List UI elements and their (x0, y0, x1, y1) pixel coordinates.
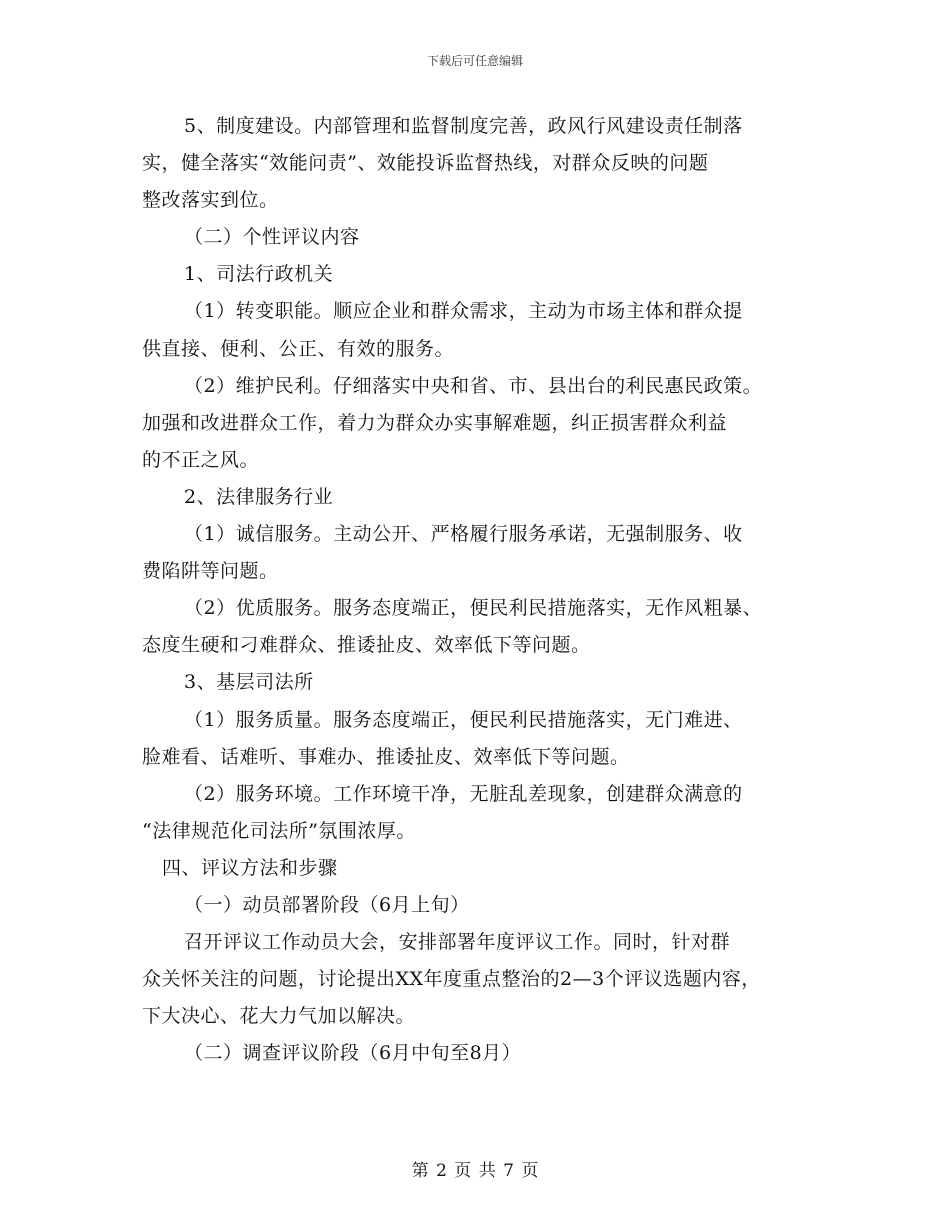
text-line: 四、评议方法和步骤 (162, 856, 338, 879)
text-line: 下大决心、花大力气加以解决。 (142, 1005, 416, 1028)
text-line: 3、基层司法所 (184, 671, 314, 694)
text-line: “法律规范化司法所”氛围浓厚。 (142, 819, 416, 842)
page-header: 下载后可任意编辑 (426, 54, 523, 68)
text-line: 5、制度建设。内部管理和监督制度完善，政风行风建设责任制落 (184, 115, 743, 137)
document-body (142, 108, 832, 1072)
text-line: （1）诚信服务。主动公开、严格履行服务承诺，无强制服务、收 (184, 523, 743, 546)
text-line: 的不正之风。 (142, 448, 260, 471)
text-line: 1、司法行政机关 (184, 263, 334, 286)
text-line: （二）调查评议阶段（6月中旬至8月） (184, 1042, 522, 1065)
text-line: 整改落实到位。 (142, 189, 279, 212)
text-line: 费陷阱等问题。 (142, 560, 279, 583)
text-line: （2）服务环境。工作环境干净，无脏乱差现象，创建群众满意的 (184, 782, 743, 805)
text-line: 2、法律服务行业 (184, 485, 334, 508)
text-line: 加强和改进群众工作，着力为群众办实事解难题，纠正损害群众利益 (142, 411, 728, 434)
text-line: 供直接、便利、公正、有效的服务。 (142, 337, 455, 360)
text-line: 态度生硬和刁难群众、推诿扯皮、效率低下等问题。 (142, 634, 591, 657)
text-line: （2）维护民利。仔细落实中央和省、市、县出台的利民惠民政策。 (184, 374, 763, 397)
text-line: （1）转变职能。顺应企业和群众需求，主动为市场主体和群众提 (184, 300, 743, 323)
text-line: 实，健全落实“效能问责”、效能投诉监督热线，对群众反映的问题 (142, 152, 709, 175)
text-line: （二）个性评议内容 (184, 226, 360, 249)
text-line: （1）服务质量。服务态度端正，便民利民措施落实，无门难进、 (184, 708, 743, 731)
text-line: （一）动员部署阶段（6月上旬） (184, 893, 470, 916)
text-line: 召开评议工作动员大会，安排部署年度评议工作。同时，针对群 (184, 931, 731, 954)
text-line: 脸难看、话难听、事难办、推诿扯皮、效率低下等问题。 (142, 745, 630, 768)
text-line: 众关怀关注的问题，讨论提出XX年度重点整治的2—3个评议选题内容， (142, 968, 761, 991)
page-footer: 第 2 页 共 7 页 (411, 1161, 539, 1181)
text-line: （2）优质服务。服务态度端正，便民利民措施落实，无作风粗暴、 (184, 597, 763, 620)
